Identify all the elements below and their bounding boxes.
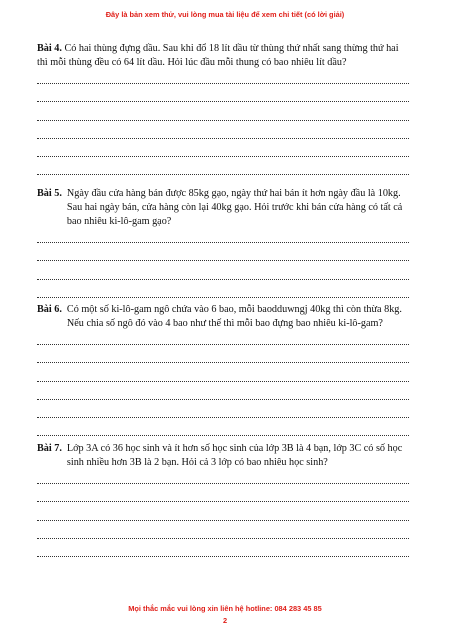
answer-line [37, 143, 409, 161]
problem-7-body: Lớp 3A có 36 học sinh và ít hơn số học sinh của lớp 3B là 4 bạn, lớp 3C có số học sinh nhiều hơn 3B là 2 bạn. Hỏi cả 3 lớp có bao nhiêu học sinh? [66, 443, 403, 468]
answer-line [37, 331, 409, 349]
answer-line [37, 70, 409, 88]
problem-5-body: Ngày đầu cửa hàng bán được 85kg gạo, ngày thứ hai bán ít hơn ngày đầu là 10kg. Sau hai ngày bán, cửa hàng còn lại 40kg gạo. Hỏi trước khi bán cửa hàng có tất cả bao nhiêu ki-lô-gam gạo? [66, 188, 403, 227]
answer-line [37, 404, 409, 422]
problem-7 [37, 442, 409, 561]
problem-4-label: Bài 4. [37, 43, 62, 54]
problem-4 [37, 42, 409, 179]
preview-notice-banner: Đây là bản xem thử, vui lòng mua tài liệu để xem chi tiết (có lời giải) [105, 10, 345, 19]
answer-line [37, 161, 409, 179]
answer-line [37, 506, 409, 524]
answer-line [37, 229, 409, 247]
problem-4-body: Có hai thùng đựng dầu. Sau khi đổ 18 lít dầu từ thùng thứ nhất sang thừng thứ hai thì mỗi thùng đều có 64 lít dầu. Hỏi lúc đầu mỗi thung có bao nhiêu lít dầu? [37, 43, 399, 68]
answer-line [37, 88, 409, 106]
answer-line [37, 284, 409, 302]
problem-4-answer-area[interactable] [37, 70, 409, 179]
problem-4-text [37, 42, 409, 70]
answer-line [37, 422, 409, 440]
hotline-banner: Mọi thắc mắc vui lòng xin liên hệ hotline: 084 283 45 85 [128, 604, 322, 613]
answer-line [37, 386, 409, 404]
answer-line [37, 367, 409, 385]
problem-6-answer-area[interactable] [37, 331, 409, 440]
problem-6 [37, 303, 409, 440]
problem-6-label: Bài 6. [37, 304, 62, 315]
problem-5-label: Bài 5. [37, 188, 62, 199]
answer-line [37, 543, 409, 561]
problem-5-answer-area[interactable] [37, 229, 409, 302]
problem-6-text [37, 303, 409, 331]
answer-line [37, 265, 409, 283]
problem-5 [37, 187, 409, 302]
problem-7-text [37, 442, 409, 470]
problem-5-text [37, 187, 409, 229]
answer-line [37, 247, 409, 265]
answer-line [37, 125, 409, 143]
answer-line [37, 488, 409, 506]
answer-line [37, 349, 409, 367]
problem-7-label: Bài 7. [37, 443, 62, 454]
answer-line [37, 470, 409, 488]
problem-7-answer-area[interactable] [37, 470, 409, 561]
page-number: 2 [222, 616, 228, 625]
problem-6-body: Có một số ki-lô-gam ngô chứa vào 6 bao, mỗi baodduwngj 40kg thì còn thừa 8kg. Nếu chia số ngô đó vào 4 bao như thế thì mỗi bao đựng bao nhiêu ki-lô-gam? [66, 304, 402, 329]
answer-line [37, 106, 409, 124]
answer-line [37, 525, 409, 543]
